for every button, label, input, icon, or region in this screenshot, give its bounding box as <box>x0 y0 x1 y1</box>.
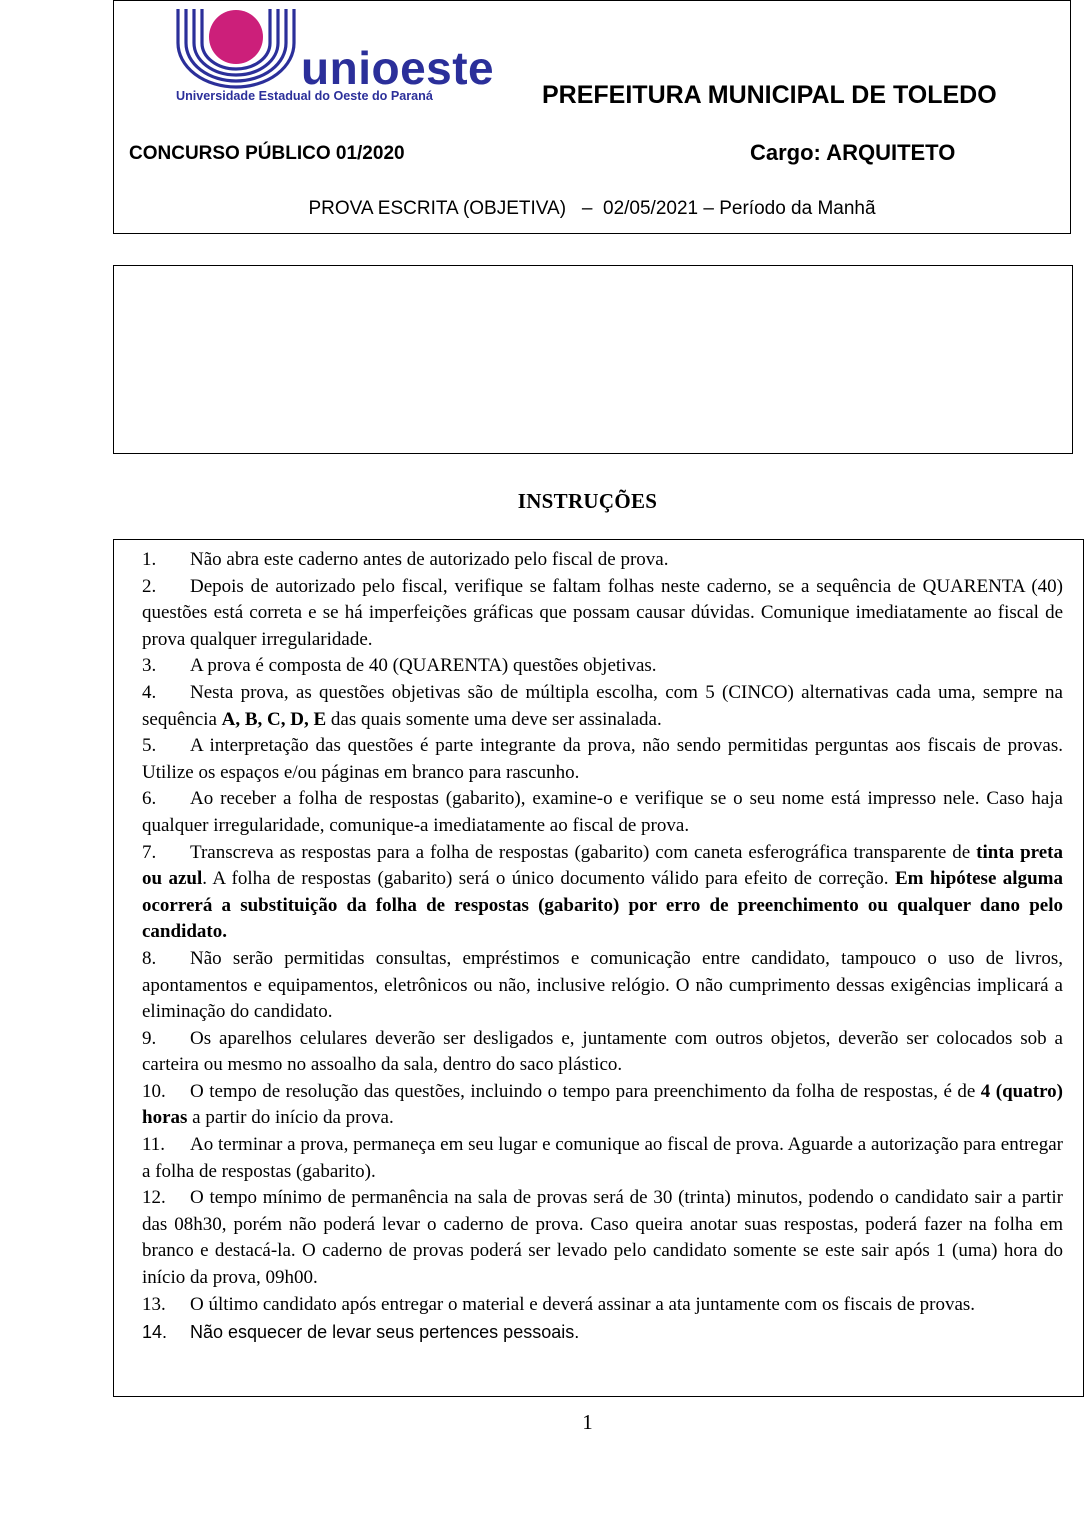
page-number: 1 <box>582 1410 593 1434</box>
instruction-number: 9. <box>142 1027 157 1049</box>
instruction-number: 3. <box>142 655 157 677</box>
concurso-label: CONCURSO PÚBLICO 01/2020 <box>129 143 405 164</box>
instruction-item <box>142 840 1063 946</box>
instruction-item <box>142 653 1063 680</box>
candidate-info-box <box>113 265 1073 454</box>
unioeste-logo <box>174 7 506 111</box>
instruction-text: A prova é composta de 40 (QUARENTA) questões objetivas. <box>190 655 657 677</box>
instruction-text: Transcreva as respostas para a folha de respostas (gabarito) com caneta esferográfica transparente de <box>190 841 977 863</box>
instructions-title: INSTRUÇÕES <box>517 489 658 513</box>
instruction-number: 2. <box>142 575 157 597</box>
instruction-number: 12. <box>142 1187 166 1209</box>
instruction-text: O último candidato após entregar o material e deverá assinar a ata juntamente com os fiscais de provas. <box>190 1293 976 1315</box>
instruction-item <box>142 1319 1063 1346</box>
instruction-text: A, B, C, D, E <box>221 708 327 730</box>
instruction-item <box>142 1079 1063 1132</box>
instruction-item <box>142 946 1063 1026</box>
instruction-item <box>142 1185 1063 1291</box>
instructions-list <box>142 547 1063 1346</box>
instruction-item <box>142 680 1063 733</box>
instruction-item <box>142 733 1063 786</box>
instruction-text: Ao receber a folha de respostas (gabarito), examine-o e verifique se o seu nome está impresso nele. Caso haja qualquer irregularidade, comunique-a imediatamente ao fiscal de prova. <box>142 788 1063 836</box>
instruction-number: 14. <box>142 1322 168 1343</box>
instruction-number: 8. <box>142 947 157 969</box>
instruction-text: Não esquecer de levar seus pertences pessoais. <box>190 1322 580 1343</box>
instruction-item <box>142 574 1063 654</box>
instruction-item <box>142 1132 1063 1185</box>
prefeitura-title: PREFEITURA MUNICIPAL DE TOLEDO <box>542 81 997 109</box>
instruction-number: 13. <box>142 1293 166 1315</box>
instruction-text: Ao terminar a prova, permaneça em seu lugar e comunique ao fiscal de prova. Aguarde a autorização para entregar a folha de respostas (gabarito). <box>142 1134 1063 1182</box>
logo-subtitle: Universidade Estadual do Oeste do Paraná <box>176 89 433 103</box>
instruction-text: tinta preta ou azul <box>142 841 1063 890</box>
instruction-item <box>142 1026 1063 1079</box>
prova-info: PROVA ESCRITA (OBJETIVA) – 02/05/2021 – Período da Manhã <box>308 198 876 219</box>
logo-wordmark: unioeste <box>301 42 495 94</box>
instruction-number: 7. <box>142 841 157 863</box>
instruction-text: Os aparelhos celulares deverão ser desligados e, juntamente com outros objetos, deverão ser colocados sob a carteira ou mesmo no assoalho da sala, dentro do saco plástico. <box>142 1027 1063 1076</box>
unioeste-logo-icon <box>174 7 304 89</box>
instruction-item <box>142 1292 1063 1319</box>
instruction-number: 10. <box>142 1080 166 1102</box>
instruction-text: Não serão permitidas consultas, empréstimos e comunicação entre candidato, tampouco o uso de livros, apontamentos e equipamentos, eletrônicos ou não, inclusive relógio. O não cumprimento dessas exigências implicará a eliminação do candidato. <box>142 947 1063 1023</box>
instruction-text: 4 (quatro) horas <box>142 1080 1063 1129</box>
instruction-text: Não abra este caderno antes de autorizado pelo fiscal de prova. <box>190 549 669 570</box>
instruction-number: 6. <box>142 788 157 810</box>
instruction-number: 4. <box>142 681 157 703</box>
header-box <box>113 0 1071 234</box>
instructions-box <box>113 539 1084 1397</box>
instruction-text: . A folha de respostas (gabarito) será o único documento válido para efeito de correção. <box>202 868 895 890</box>
instruction-text: a partir do início da prova. <box>187 1107 394 1129</box>
instruction-number: 11. <box>142 1134 166 1156</box>
instruction-number: 5. <box>142 735 157 757</box>
instruction-number: 1. <box>142 549 157 570</box>
instruction-text: O tempo mínimo de permanência na sala de provas será de 30 (trinta) minutos, podendo o candidato sair a partir das 08h30, porém não poderá levar o caderno de prova. Caso queira anotar suas respostas, poderá fazer na folha em branco e destacá-la. O caderno de provas poderá ser levado pelo candidato somente se este sair após 1 (uma) hora do início da prova, 09h00. <box>142 1187 1063 1289</box>
instruction-text: Depois de autorizado pelo fiscal, verifique se faltam folhas neste caderno, se a sequência de QUARENTA (40) questões está correta e se há imperfeições gráficas que possam causar dúvidas. Comunique imediatamente ao fiscal de prova qualquer irregularidade. <box>142 575 1063 650</box>
instruction-text: Em hipótese alguma ocorrerá a substituição da folha de respostas (gabarito) por erro de preenchimento ou qualquer dano pelo candidato. <box>142 868 1063 943</box>
instruction-text: A interpretação das questões é parte integrante da prova, não sendo permitidas perguntas aos fiscais de provas. Utilize os espaços e/ou páginas em branco para rascunho. <box>142 735 1063 783</box>
instruction-item <box>142 547 1063 574</box>
instruction-text: O tempo de resolução das questões, incluindo o tempo para preenchimento da folha de respostas, é de <box>190 1080 981 1102</box>
instruction-item <box>142 786 1063 839</box>
cargo-label: Cargo: ARQUITETO <box>750 140 956 165</box>
instruction-text: Nesta prova, as questões objetivas são de múltipla escolha, com 5 (CINCO) alternativas cada uma, sempre na sequência <box>142 681 1063 730</box>
instruction-text: das quais somente uma deve ser assinalada. <box>326 708 662 730</box>
